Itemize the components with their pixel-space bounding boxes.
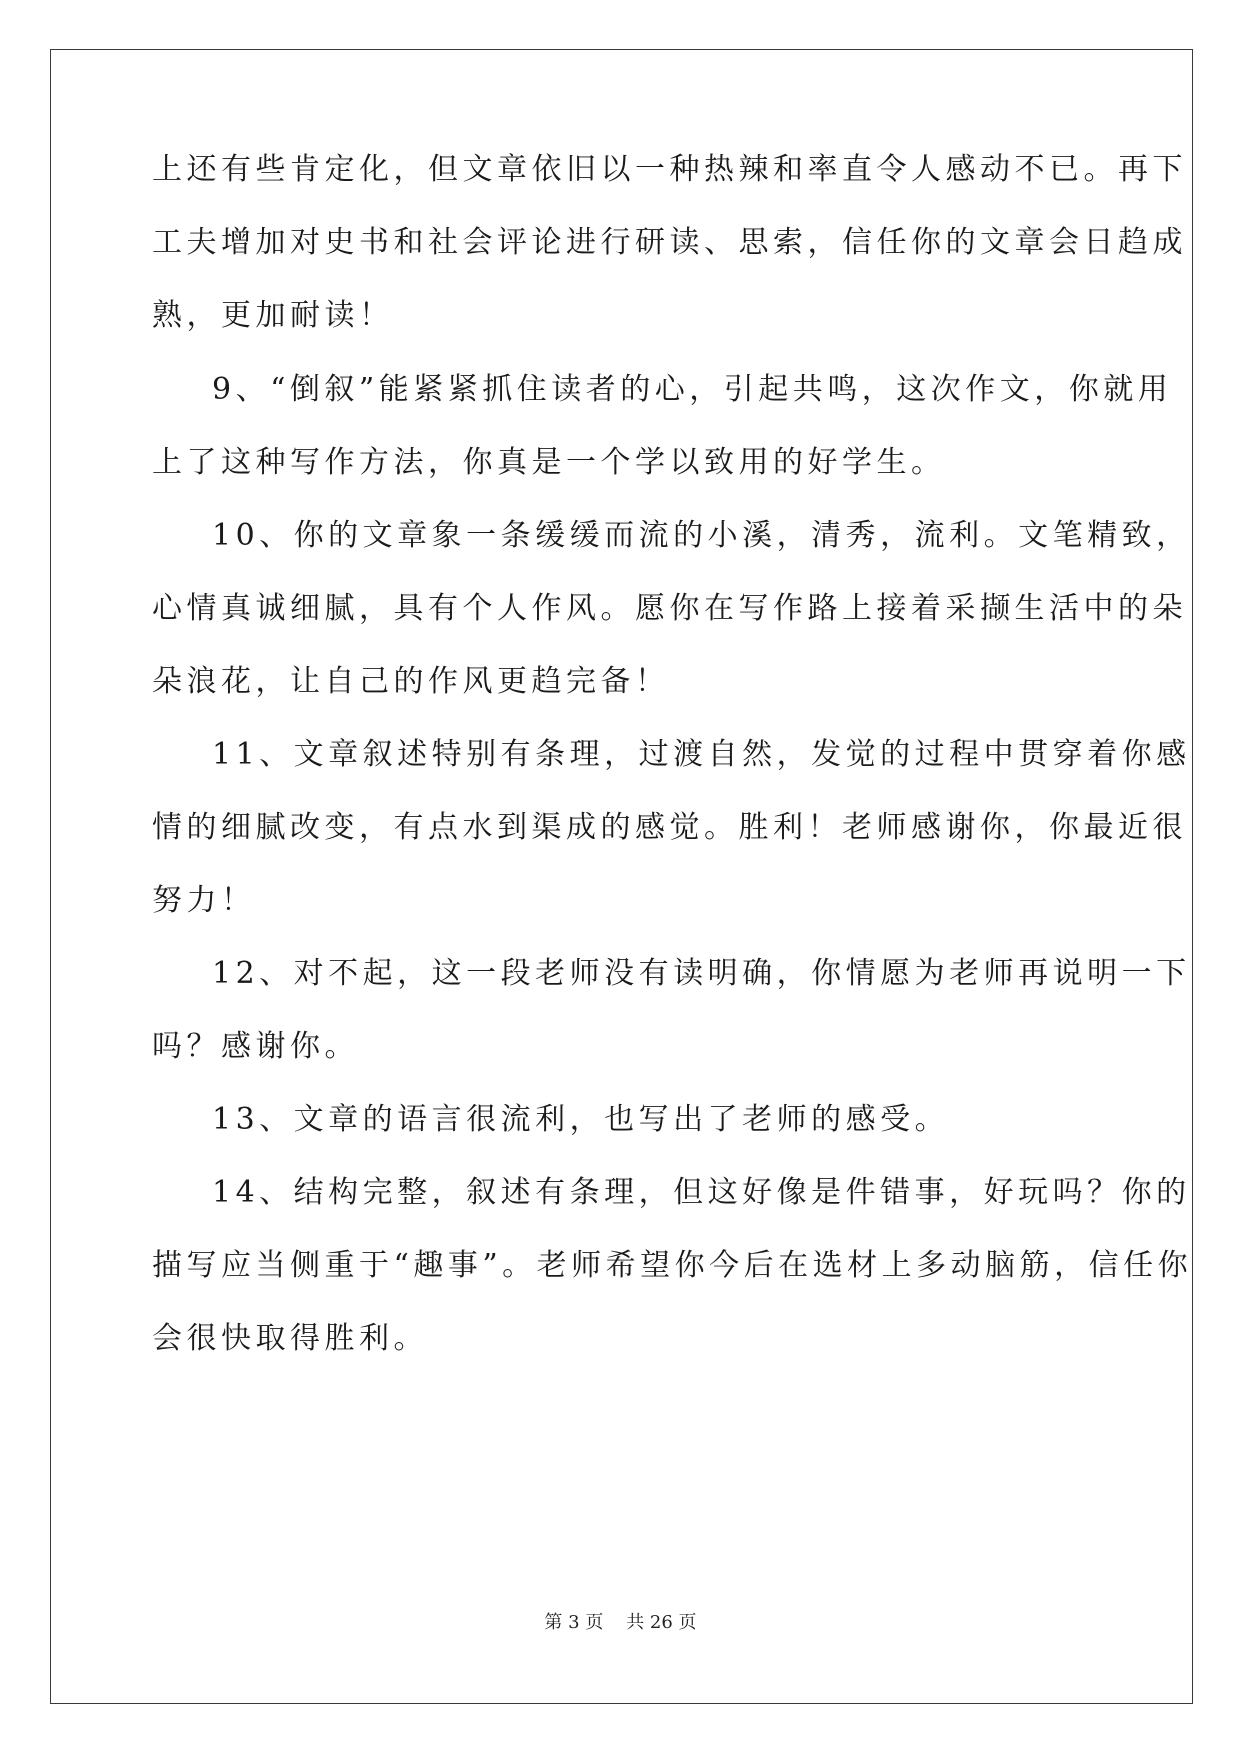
text-line: 情的细腻改变，有点水到渠成的感觉。胜利！老师感谢你，你最近很	[152, 810, 1187, 845]
text-line: 会很快取得胜利。	[152, 1321, 428, 1356]
text-line: 描写应当侧重于“趣事”。老师希望你今后在选材上多动脑筋，信任你	[152, 1248, 1193, 1283]
paragraph-start-9: 9、“倒叙”能紧紧抓住读者的心，引起共鸣，这次作文，你就用	[212, 372, 1173, 407]
paragraph-start-12: 12、对不起，这一段老师没有读明确，你情愿为老师再说明一下	[212, 956, 1191, 991]
text-line: 上还有些肯定化，但文章依旧以一种热辣和率直令人感动不已。再下	[152, 152, 1187, 187]
paragraph-start-11: 11、文章叙述特别有条理，过渡自然，发觉的过程中贯穿着你感	[212, 737, 1191, 772]
paragraph-start-13: 13、文章的语言很流利，也写出了老师的感受。	[212, 1102, 950, 1137]
text-line: 工夫增加对史书和社会评论进行研读、思索，信任你的文章会日趋成	[152, 225, 1187, 260]
text-line: 朵浪花，让自己的作风更趋完备！	[152, 664, 670, 699]
text-line: 吗？感谢你。	[152, 1029, 359, 1064]
text-line: 心情真诚细腻，具有个人作风。愿你在写作路上接着采撷生活中的朵	[152, 591, 1187, 626]
page-number-footer: 第 3 页 共 26 页	[544, 1612, 697, 1633]
paragraph-start-14: 14、结构完整，叙述有条理，但这好像是件错事，好玩吗？你的	[212, 1175, 1191, 1210]
text-line: 努力！	[152, 883, 256, 918]
paragraph-start-10: 10、你的文章象一条缓缓而流的小溪，清秀，流利。文笔精致，	[212, 518, 1191, 553]
text-line: 熟，更加耐读！	[152, 298, 394, 333]
text-line: 上了这种写作方法，你真是一个学以致用的好学生。	[152, 445, 946, 480]
